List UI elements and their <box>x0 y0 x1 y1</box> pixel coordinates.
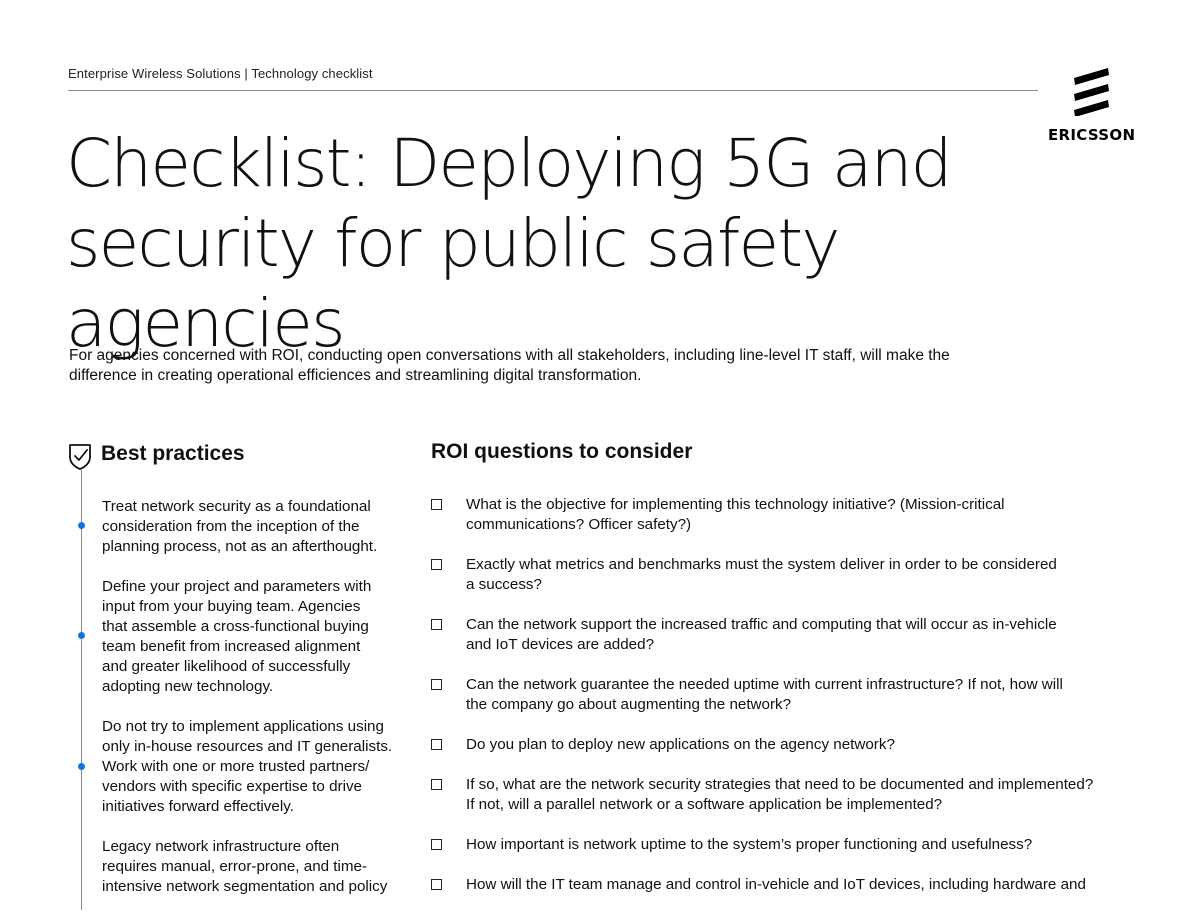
question-item <box>431 835 1151 875</box>
question-item <box>431 675 1151 715</box>
best-practice-line: team benefit from increased alignment <box>102 638 361 655</box>
intro-line: difference in creating operational efficiences and streamlining digital transformation. <box>69 367 642 384</box>
question-text <box>466 555 1057 595</box>
best-practice-line: and greater likelihood of successfully <box>102 658 351 675</box>
best-practice-item <box>102 717 422 817</box>
question-line: Do you plan to deploy new applications on the agency network? <box>466 736 895 753</box>
best-practice-item <box>102 497 422 557</box>
logo-wordmark: ERICSSON <box>1048 126 1136 144</box>
best-practice-line: Legacy network infrastructure often <box>102 838 340 855</box>
question-line: How will the IT team manage and control in-vehicle and IoT devices, including hardware and <box>466 876 1086 893</box>
question-line: the company go about augmenting the network? <box>466 696 792 713</box>
best-practice-line: planning process, not as an afterthought. <box>102 538 378 555</box>
question-item <box>431 555 1151 595</box>
best-practice-line: Work with one or more trusted partners/ <box>102 758 370 775</box>
question-text <box>466 835 1032 855</box>
title-line: security for public safety agencies <box>66 205 839 362</box>
timeline-dot <box>78 632 85 639</box>
best-practice-line: input from your buying team. Agencies <box>102 598 361 615</box>
best-practice-line: intensive network segmentation and policy <box>102 878 388 895</box>
question-line: communications? Officer safety?) <box>466 516 692 533</box>
question-checkbox[interactable] <box>431 839 442 850</box>
breadcrumb: Enterprise Wireless Solutions | Technology checklist <box>68 66 373 81</box>
best-practice-line: consideration from the inception of the <box>102 518 360 535</box>
intro-line: For agencies concerned with ROI, conducting open conversations with all stakeholders, including line-level IT staff, will make the <box>69 347 950 364</box>
question-text <box>466 675 1063 715</box>
question-text <box>466 495 1005 535</box>
ericsson-logo-mark-icon <box>1072 66 1112 116</box>
best-practice-line: initiatives forward effectively. <box>102 798 294 815</box>
best-practice-line: Treat network security as a foundational <box>102 498 371 515</box>
timeline-dot <box>78 522 85 529</box>
best-practice-line: only in-house resources and IT generalists. <box>102 738 393 755</box>
shield-check-icon <box>68 442 92 470</box>
question-item <box>431 495 1151 535</box>
question-checkbox[interactable] <box>431 559 442 570</box>
best-practice-line: Do not try to implement applications using <box>102 718 384 735</box>
best-practice-line: Define your project and parameters with <box>102 578 372 595</box>
question-line: If so, what are the network security strategies that need to be documented and implemented? <box>466 776 1094 793</box>
question-checkbox[interactable] <box>431 879 442 890</box>
question-item <box>431 615 1151 655</box>
question-line: If not, will a parallel network or a software application be implemented? <box>466 796 943 813</box>
ericsson-logo <box>1046 66 1136 146</box>
question-item <box>431 875 1151 915</box>
header-divider <box>68 90 1038 91</box>
question-checkbox[interactable] <box>431 739 442 750</box>
page-title <box>66 124 1046 364</box>
best-practice-line: vendors with specific expertise to drive <box>102 778 362 795</box>
question-line: How important is network uptime to the system’s proper functioning and usefulness? <box>466 836 1033 853</box>
question-text <box>466 735 895 755</box>
best-practice-line: adopting new technology. <box>102 678 274 695</box>
question-line: Can the network support the increased traffic and computing that will occur as in-vehicle <box>466 616 1057 633</box>
roi-questions-heading: ROI questions to consider <box>431 440 693 463</box>
question-text <box>466 775 1093 815</box>
question-text <box>466 615 1057 655</box>
question-checkbox[interactable] <box>431 619 442 630</box>
question-item <box>431 735 1151 775</box>
intro-paragraph <box>69 346 1029 386</box>
question-line: Exactly what metrics and benchmarks must the system deliver in order to be considered <box>466 556 1057 573</box>
question-checkbox[interactable] <box>431 499 442 510</box>
timeline-dot <box>78 763 85 770</box>
question-text <box>466 875 1086 895</box>
question-line: a success? <box>466 576 542 593</box>
question-line: Can the network guarantee the needed uptime with current infrastructure? If not, how will <box>466 676 1063 693</box>
question-line: and IoT devices are added? <box>466 636 655 653</box>
best-practice-item <box>102 577 422 697</box>
best-practices-heading: Best practices <box>101 442 245 465</box>
best-practice-line: that assemble a cross-functional buying <box>102 618 369 635</box>
question-item <box>431 775 1151 815</box>
title-line: Checklist: Deploying 5G and <box>66 125 951 202</box>
best-practice-line: requires manual, error-prone, and time- <box>102 858 368 875</box>
question-line: What is the objective for implementing this technology initiative? (Mission-critical <box>466 496 1005 513</box>
question-checkbox[interactable] <box>431 679 442 690</box>
timeline-line <box>81 470 82 910</box>
best-practice-item <box>102 837 422 897</box>
question-checkbox[interactable] <box>431 779 442 790</box>
